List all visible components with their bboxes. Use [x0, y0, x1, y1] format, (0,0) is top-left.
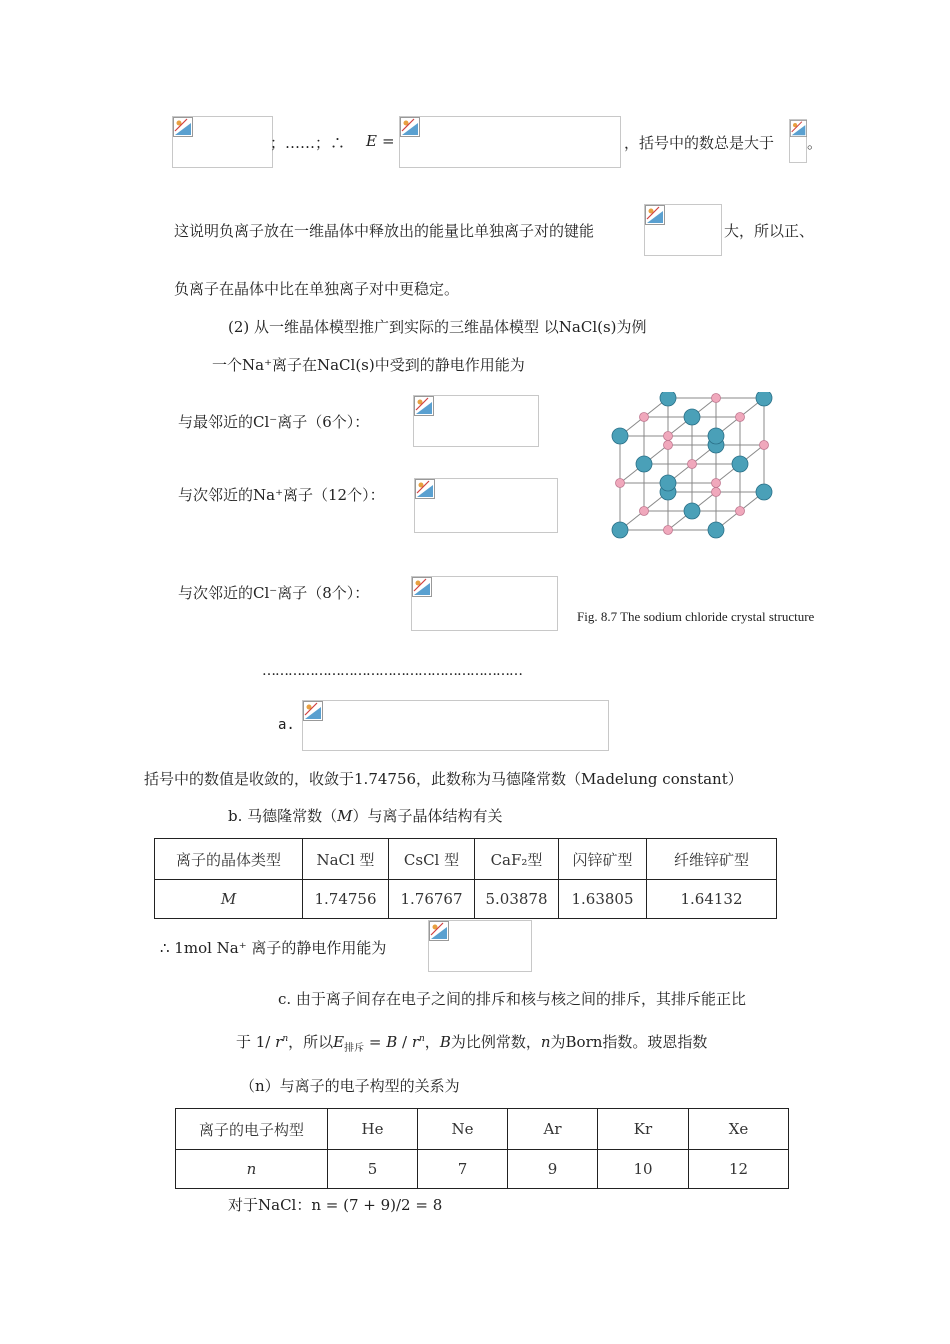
table-cell: 9: [508, 1150, 598, 1189]
rep-p4: /: [397, 1033, 412, 1051]
line1-end: 。: [807, 134, 823, 152]
section2-intro: 一个Na⁺离子在NaCl(s)中受到的静电作用能为: [212, 356, 525, 374]
na-ion: [736, 413, 745, 422]
na-ion: [616, 479, 625, 488]
formula-image-4: [644, 204, 722, 256]
line1-equals: =: [382, 132, 395, 150]
table-cell: 1.63805: [559, 880, 647, 919]
nacl-n-line: 对于NaCl：n = (7 + 9)/2 = 8: [228, 1196, 443, 1214]
line1-e-symbol: E: [366, 132, 377, 150]
born-line: （n）与离子的电子构型的关系为: [240, 1077, 460, 1095]
madelung-converge: 括号中的数值是收敛的，收敛于1.74756，此数称为马德隆常数（Madelung constant）: [144, 770, 743, 788]
rep-r2: r: [411, 1033, 419, 1051]
item2-label: 与次邻近的Na⁺离子（12个）：: [178, 486, 385, 504]
energy-line: ∴ 1mol Na⁺ 离子的静电作用能为: [160, 939, 387, 957]
table-header-cell: Ar: [508, 1109, 598, 1150]
b-line-prefix: b. 马德隆常数（: [228, 807, 338, 825]
cl-ion: [756, 392, 772, 406]
cl-ion: [756, 484, 772, 500]
rep-n-sup2: n: [419, 1034, 425, 1044]
cl-ion: [732, 456, 748, 472]
table-cell: 5.03878: [475, 880, 559, 919]
table-header-cell: 纤维锌矿型: [647, 839, 777, 880]
image-placeholder-icon: [173, 117, 193, 137]
cl-ion: [684, 503, 700, 519]
table-header-cell: NaCl 型: [303, 839, 389, 880]
cl-ion: [708, 522, 724, 538]
cl-ion: [612, 522, 628, 538]
rep-p7: 为Born指数。玻恩指数: [550, 1033, 708, 1051]
image-placeholder-icon: [412, 577, 432, 597]
rep-n-sup: n: [282, 1034, 289, 1044]
rep-B: B: [386, 1033, 398, 1051]
line1-suffix: ，括号中的数总是大于: [624, 134, 775, 152]
image-placeholder-icon: [429, 921, 449, 941]
madelung-b-line: [228, 805, 503, 826]
rep-n: n: [540, 1033, 551, 1051]
rep-sub: 排斥: [344, 1043, 365, 1054]
cl-ion: [684, 409, 700, 425]
rep-B2: B: [439, 1033, 451, 1051]
image-placeholder-icon: [790, 120, 807, 137]
cl-ion: [708, 428, 724, 444]
rep-E: E: [333, 1033, 345, 1051]
table-header-row: [176, 1109, 789, 1150]
formula-image-2: [399, 116, 621, 168]
na-ion: [664, 432, 673, 441]
formula-image-8: [302, 700, 609, 751]
na-ion: [712, 394, 721, 403]
cl-ion: [660, 392, 676, 406]
formula-image-6: [414, 478, 558, 533]
table-row-label: M: [155, 880, 303, 919]
line1-mid: ；……；∴: [270, 134, 346, 152]
table-cell: 5: [328, 1150, 418, 1189]
na-ion: [688, 460, 697, 469]
table-cell: 12: [689, 1150, 789, 1189]
table-header-cell: 闪锌矿型: [559, 839, 647, 880]
image-placeholder-icon: [414, 396, 434, 416]
cl-ion: [660, 475, 676, 491]
repulsion-c-line: c. 由于离子间存在电子之间的排斥和核与核之间的排斥，其排斥能正比: [278, 990, 746, 1008]
table-cell: 10: [598, 1150, 689, 1189]
dots-line: ……………………………………………………: [262, 663, 522, 679]
table-header-cell: Ne: [418, 1109, 508, 1150]
table-row: [155, 880, 777, 919]
table-header-cell: Kr: [598, 1109, 689, 1150]
na-ion: [736, 507, 745, 516]
rep-p1: 于 1/: [236, 1033, 271, 1051]
item1-label: 与最邻近的Cl⁻离子（6个）：: [178, 413, 370, 431]
table-header-cell: 离子的电子构型: [176, 1109, 328, 1150]
item3-label: 与次邻近的Cl⁻离子（8个）：: [178, 584, 370, 602]
na-ion: [712, 488, 721, 497]
na-ion: [664, 441, 673, 450]
table-cell: 1.76767: [389, 880, 475, 919]
nacl-crystal-figure: [604, 392, 834, 542]
table-header-cell: He: [328, 1109, 418, 1150]
na-ion: [640, 413, 649, 422]
table-cell: 7: [418, 1150, 508, 1189]
formula-image-1: [172, 116, 273, 168]
cl-ion: [636, 456, 652, 472]
b-line-suffix: ）与离子晶体结构有关: [352, 807, 503, 825]
madelung-table: [154, 838, 777, 919]
rep-p6: 为比例常数，: [450, 1033, 541, 1051]
image-placeholder-icon: [400, 117, 420, 137]
para1-line-a-end: 大，所以正、: [724, 222, 815, 240]
rep-p5: ，: [424, 1033, 440, 1051]
label-a: a.: [278, 717, 295, 733]
rep-r: r: [275, 1033, 283, 1051]
table-row-label: n: [176, 1150, 328, 1189]
para1-line-a: 这说明负离子放在一维晶体中释放出的能量比单独离子对的键能: [174, 222, 595, 240]
table-header-cell: Xe: [689, 1109, 789, 1150]
formula-image-3: [789, 119, 807, 163]
na-ion: [760, 441, 769, 450]
image-placeholder-icon: [645, 205, 665, 225]
figure-caption: Fig. 8.7 The sodium chloride crystal structure: [577, 609, 815, 624]
para1-line-b: 负离子在晶体中比在单独离子对中更稳定。: [174, 280, 460, 298]
na-ion: [640, 507, 649, 516]
repulsion-formula-line: [236, 1031, 707, 1054]
table-header-cell: CaF₂型: [475, 839, 559, 880]
table-cell: 1.64132: [647, 880, 777, 919]
rep-p2: ，所以: [288, 1033, 334, 1051]
formula-image-7: [411, 576, 558, 631]
rep-p3: =: [364, 1033, 387, 1051]
na-ion: [712, 479, 721, 488]
image-placeholder-icon: [303, 701, 323, 721]
cl-ion: [612, 428, 628, 444]
na-ion: [664, 526, 673, 535]
formula-image-9: [428, 920, 532, 972]
image-placeholder-icon: [415, 479, 435, 499]
table-header-cell: 离子的晶体类型: [155, 839, 303, 880]
born-table: [175, 1108, 789, 1189]
table-cell: 1.74756: [303, 880, 389, 919]
section2-heading: (2) 从一维晶体模型推广到实际的三维晶体模型 以NaCl(s)为例: [228, 318, 647, 336]
formula-image-5: [413, 395, 539, 447]
table-header-row: [155, 839, 777, 880]
table-header-cell: CsCl 型: [389, 839, 475, 880]
table-row: [176, 1150, 789, 1189]
b-line-M: M: [337, 807, 353, 825]
